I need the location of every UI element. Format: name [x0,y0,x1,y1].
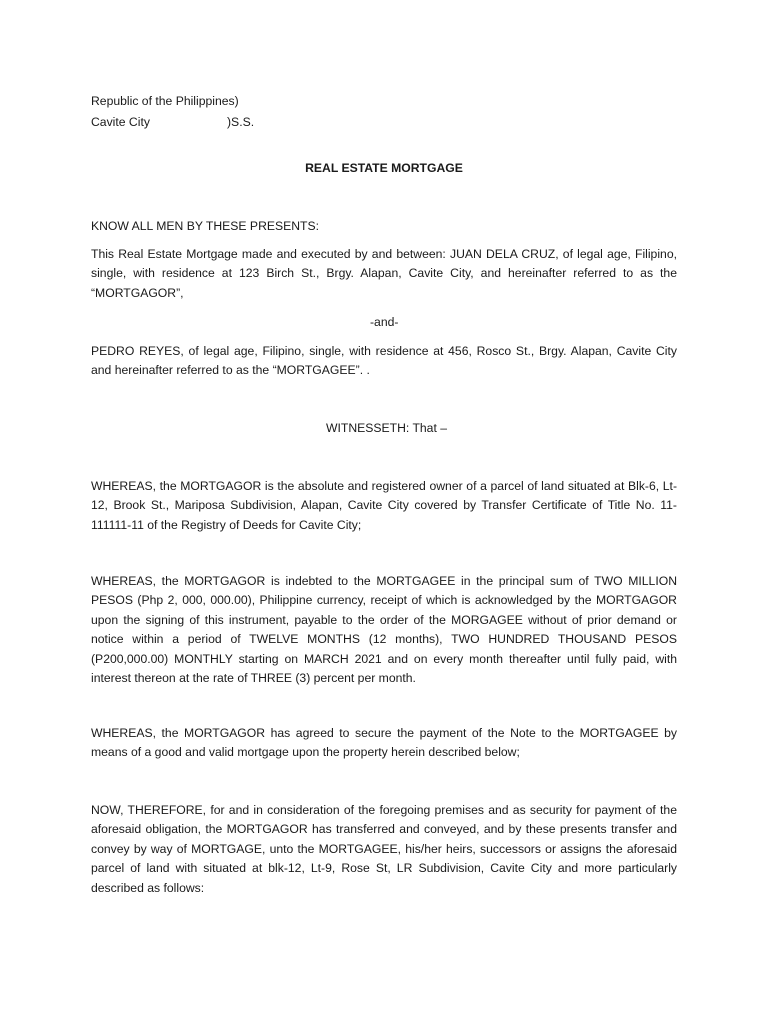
know-all-heading: KNOW ALL MEN BY THESE PRESENTS: [91,219,320,233]
caption-ss: )S.S. [227,115,255,129]
whereas-security-paragraph: WHEREAS, the MORTGAGOR has agreed to secure the payment of the Note to the MORTGAGEE by means of a good and valid mortgage upon the property herein described below; [91,726,677,760]
witnesseth-heading: WITNESSETH: That – [326,421,447,435]
caption-line-city: Cavite City [91,115,150,129]
caption-line-republic: Republic of the Philippines) [91,94,239,108]
now-therefore-paragraph: NOW, THEREFORE, for and in consideration of the foregoing premises and as security for payment of the aforesaid obligation, the MORTGAGOR has transferred and conveyed, and by these presents transfer and convey by way of MORTGAGE, unto the MORTGAGEE, his/her heirs, successors or assigns the aforesaid parcel of land with situated at blk-12, Lt-9, Rose St, LR Subdivision, Cavite City and more particularly described as follows: [91,803,677,895]
and-separator: -and- [370,315,399,329]
intro-paragraph: This Real Estate Mortgage made and executed by and between: JUAN DELA CRUZ, of legal age, Filipino, single, with residence at 123 Birch St., Brgy. Alapan, Cavite City, and hereinafter referred to as the “MORTGAGOR”, [91,247,677,300]
mortgagee-paragraph: PEDRO REYES, of legal age, Filipino, single, with residence at 456, Rosco St., Brgy. Alapan, Cavite City and hereinafter referred to as the “MORTGAGEE”. . [91,344,677,378]
document-title: REAL ESTATE MORTGAGE [305,161,463,175]
whereas-indebtedness-paragraph: WHEREAS, the MORTGAGOR is indebted to the MORTGAGEE in the principal sum of TWO MILLION PESOS (Php 2, 000, 000.00), Philippine currency, receipt of which is acknowledged by the MORTGAGOR upon the signing of this instrument, payable to the order of the MORGAGEE without of prior demand or notice within a period of TWELVE MONTHS (12 months), TWO HUNDRED THOUSAND PESOS (P200,000.00) MONTHLY starting on MARCH 2021 and on every month thereafter until fully paid, with interest thereon at the rate of THREE (3) percent per month. [91,574,677,686]
whereas-ownership-paragraph: WHEREAS, the MORTGAGOR is the absolute and registered owner of a parcel of land situated at Blk-6, Lt-12, Brook St., Mariposa Subdivision, Alapan, Cavite City covered by Transfer Certificate of Title No. 11-111111-11 of the Registry of Deeds for Cavite City; [91,479,677,532]
